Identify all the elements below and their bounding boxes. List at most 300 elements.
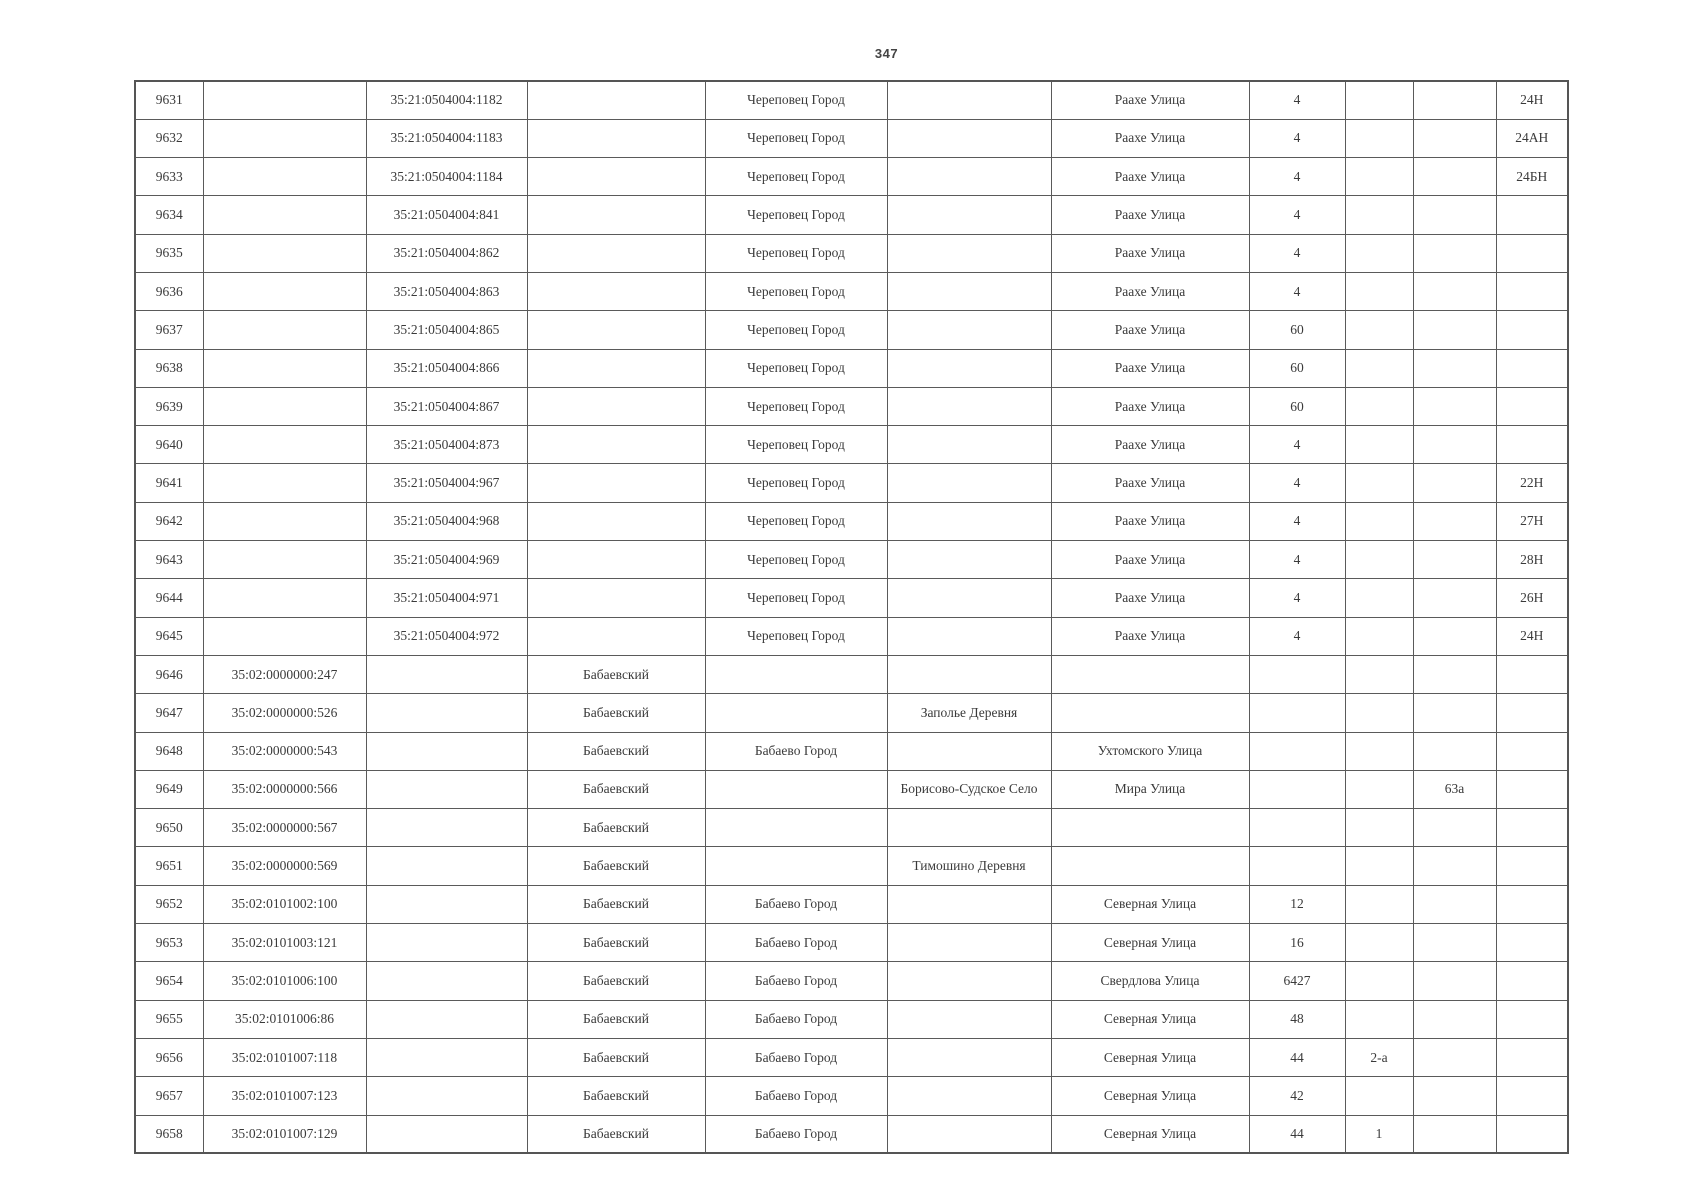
cadastral-number-cell: 35:02:0101006:86 (203, 1000, 366, 1038)
cadastral-number-cell (203, 541, 366, 579)
table-row (135, 502, 1568, 540)
building-cell (1413, 349, 1496, 387)
cadastral-number-cell (203, 426, 366, 464)
settlement-cell (887, 158, 1051, 196)
row-number-cell: 9640 (135, 426, 203, 464)
settlement-cell (887, 464, 1051, 502)
premises-cell: 26Н (1496, 579, 1568, 617)
block-cell (1345, 924, 1413, 962)
table-row (135, 234, 1568, 272)
premises-cell (1496, 349, 1568, 387)
settlement-cell (887, 387, 1051, 425)
street-cell (1051, 694, 1249, 732)
cadastral-number-cell (366, 1077, 527, 1115)
block-cell (1345, 655, 1413, 693)
house-cell: 60 (1249, 349, 1345, 387)
settlement-cell (887, 502, 1051, 540)
block-cell (1345, 502, 1413, 540)
table-row (135, 1077, 1568, 1115)
cadastral-number-cell (203, 617, 366, 655)
block-cell: 2-а (1345, 1038, 1413, 1076)
district-cell (527, 196, 705, 234)
premises-cell (1496, 196, 1568, 234)
district-cell: Бабаевский (527, 1077, 705, 1115)
city-cell (705, 847, 887, 885)
premises-cell (1496, 311, 1568, 349)
settlement-cell (887, 119, 1051, 157)
house-cell: 16 (1249, 924, 1345, 962)
building-cell (1413, 655, 1496, 693)
settlement-cell: Борисово-Судское Село (887, 770, 1051, 808)
premises-cell (1496, 655, 1568, 693)
premises-cell (1496, 426, 1568, 464)
district-cell: Бабаевский (527, 1038, 705, 1076)
building-cell (1413, 426, 1496, 464)
city-cell: Череповец Город (705, 234, 887, 272)
row-number-cell: 9634 (135, 196, 203, 234)
district-cell (527, 502, 705, 540)
house-cell: 4 (1249, 579, 1345, 617)
settlement-cell (887, 962, 1051, 1000)
city-cell: Череповец Город (705, 387, 887, 425)
cadastral-number-cell: 35:21:0504004:863 (366, 272, 527, 310)
house-cell: 6427 (1249, 962, 1345, 1000)
district-cell (527, 81, 705, 119)
settlement-cell: Заполье Деревня (887, 694, 1051, 732)
house-cell (1249, 732, 1345, 770)
building-cell (1413, 311, 1496, 349)
building-cell (1413, 809, 1496, 847)
street-cell: Раахе Улица (1051, 311, 1249, 349)
block-cell (1345, 426, 1413, 464)
house-cell (1249, 694, 1345, 732)
district-cell: Бабаевский (527, 1115, 705, 1153)
district-cell: Бабаевский (527, 924, 705, 962)
city-cell: Бабаево Город (705, 1038, 887, 1076)
cadastral-number-cell: 35:21:0504004:865 (366, 311, 527, 349)
row-number-cell: 9641 (135, 464, 203, 502)
cadastral-number-cell: 35:02:0101007:118 (203, 1038, 366, 1076)
house-cell: 4 (1249, 464, 1345, 502)
premises-cell: 24АН (1496, 119, 1568, 157)
house-cell: 44 (1249, 1115, 1345, 1153)
street-cell: Северная Улица (1051, 1077, 1249, 1115)
cadastral-number-cell (366, 924, 527, 962)
cadastral-number-cell (203, 234, 366, 272)
row-number-cell: 9637 (135, 311, 203, 349)
city-cell: Череповец Город (705, 119, 887, 157)
city-cell: Череповец Город (705, 311, 887, 349)
row-number-cell: 9647 (135, 694, 203, 732)
cadastral-number-cell (366, 809, 527, 847)
block-cell (1345, 1000, 1413, 1038)
city-cell: Бабаево Город (705, 732, 887, 770)
block-cell (1345, 387, 1413, 425)
block-cell (1345, 809, 1413, 847)
settlement-cell (887, 426, 1051, 464)
house-cell: 4 (1249, 119, 1345, 157)
district-cell: Бабаевский (527, 655, 705, 693)
district-cell (527, 158, 705, 196)
building-cell (1413, 502, 1496, 540)
cadastral-number-cell: 35:02:0101007:123 (203, 1077, 366, 1115)
city-cell: Череповец Город (705, 502, 887, 540)
street-cell: Раахе Улица (1051, 464, 1249, 502)
house-cell: 4 (1249, 541, 1345, 579)
cadastral-number-cell (203, 579, 366, 617)
row-number-cell: 9648 (135, 732, 203, 770)
house-cell (1249, 770, 1345, 808)
premises-cell (1496, 885, 1568, 923)
cadastral-number-cell (203, 119, 366, 157)
block-cell (1345, 311, 1413, 349)
cadastral-number-cell: 35:21:0504004:841 (366, 196, 527, 234)
block-cell: 1 (1345, 1115, 1413, 1153)
premises-cell (1496, 847, 1568, 885)
block-cell (1345, 541, 1413, 579)
cadastral-number-cell: 35:21:0504004:1182 (366, 81, 527, 119)
city-cell: Череповец Город (705, 272, 887, 310)
building-cell (1413, 885, 1496, 923)
district-cell: Бабаевский (527, 809, 705, 847)
street-cell: Раахе Улица (1051, 196, 1249, 234)
settlement-cell (887, 1077, 1051, 1115)
street-cell: Раахе Улица (1051, 617, 1249, 655)
premises-cell: 22Н (1496, 464, 1568, 502)
district-cell: Бабаевский (527, 694, 705, 732)
city-cell: Череповец Город (705, 349, 887, 387)
row-number-cell: 9643 (135, 541, 203, 579)
cadastral-number-cell (366, 1115, 527, 1153)
settlement-cell (887, 617, 1051, 655)
cadastral-number-cell (203, 158, 366, 196)
city-cell: Бабаево Город (705, 924, 887, 962)
row-number-cell: 9651 (135, 847, 203, 885)
cadastral-number-cell (203, 502, 366, 540)
row-number-cell: 9636 (135, 272, 203, 310)
house-cell (1249, 809, 1345, 847)
row-number-cell: 9633 (135, 158, 203, 196)
settlement-cell (887, 81, 1051, 119)
table-row (135, 885, 1568, 923)
table-row (135, 924, 1568, 962)
settlement-cell (887, 541, 1051, 579)
city-cell: Бабаево Город (705, 1000, 887, 1038)
street-cell: Северная Улица (1051, 885, 1249, 923)
table-row (135, 732, 1568, 770)
row-number-cell: 9644 (135, 579, 203, 617)
cadastral-number-cell: 35:02:0000000:526 (203, 694, 366, 732)
cadastral-number-cell (203, 464, 366, 502)
cadastral-number-cell: 35:02:0101006:100 (203, 962, 366, 1000)
district-cell: Бабаевский (527, 1000, 705, 1038)
premises-cell (1496, 1077, 1568, 1115)
district-cell (527, 234, 705, 272)
city-cell: Бабаево Город (705, 1077, 887, 1115)
table-row (135, 464, 1568, 502)
city-cell: Череповец Город (705, 158, 887, 196)
cadastral-number-cell (366, 885, 527, 923)
cadastral-number-cell: 35:21:0504004:1183 (366, 119, 527, 157)
street-cell: Раахе Улица (1051, 349, 1249, 387)
row-number-cell: 9631 (135, 81, 203, 119)
building-cell (1413, 1115, 1496, 1153)
building-cell (1413, 579, 1496, 617)
table-row (135, 158, 1568, 196)
street-cell: Раахе Улица (1051, 387, 1249, 425)
house-cell: 4 (1249, 617, 1345, 655)
row-number-cell: 9650 (135, 809, 203, 847)
building-cell (1413, 387, 1496, 425)
row-number-cell: 9639 (135, 387, 203, 425)
premises-cell (1496, 770, 1568, 808)
block-cell (1345, 464, 1413, 502)
cadastral-number-cell: 35:02:0000000:567 (203, 809, 366, 847)
city-cell: Череповец Город (705, 196, 887, 234)
street-cell: Раахе Улица (1051, 119, 1249, 157)
building-cell (1413, 1000, 1496, 1038)
district-cell: Бабаевский (527, 847, 705, 885)
cadastral-number-cell: 35:21:0504004:873 (366, 426, 527, 464)
settlement-cell: Тимошино Деревня (887, 847, 1051, 885)
premises-cell (1496, 809, 1568, 847)
house-cell: 4 (1249, 426, 1345, 464)
cadastral-number-cell: 35:21:0504004:967 (366, 464, 527, 502)
row-number-cell: 9656 (135, 1038, 203, 1076)
city-cell (705, 770, 887, 808)
row-number-cell: 9642 (135, 502, 203, 540)
settlement-cell (887, 272, 1051, 310)
house-cell: 12 (1249, 885, 1345, 923)
cadastral-number-cell (366, 770, 527, 808)
table-row (135, 962, 1568, 1000)
cadastral-number-cell: 35:02:0000000:247 (203, 655, 366, 693)
table-row (135, 655, 1568, 693)
building-cell (1413, 464, 1496, 502)
table-row (135, 119, 1568, 157)
block-cell (1345, 349, 1413, 387)
house-cell: 60 (1249, 387, 1345, 425)
house-cell: 4 (1249, 272, 1345, 310)
row-number-cell: 9645 (135, 617, 203, 655)
city-cell: Череповец Город (705, 579, 887, 617)
cadastral-number-cell (203, 81, 366, 119)
building-cell (1413, 1077, 1496, 1115)
block-cell (1345, 770, 1413, 808)
cadastral-number-cell: 35:02:0000000:543 (203, 732, 366, 770)
block-cell (1345, 885, 1413, 923)
table-row (135, 579, 1568, 617)
cadastral-number-cell: 35:21:0504004:972 (366, 617, 527, 655)
building-cell: 63а (1413, 770, 1496, 808)
premises-cell: 24БН (1496, 158, 1568, 196)
cadastral-number-cell: 35:21:0504004:971 (366, 579, 527, 617)
cadastral-number-cell: 35:21:0504004:1184 (366, 158, 527, 196)
premises-cell (1496, 732, 1568, 770)
premises-cell: 27Н (1496, 502, 1568, 540)
house-cell: 4 (1249, 502, 1345, 540)
district-cell (527, 272, 705, 310)
district-cell (527, 541, 705, 579)
block-cell (1345, 196, 1413, 234)
building-cell (1413, 847, 1496, 885)
premises-cell (1496, 962, 1568, 1000)
cadastral-number-cell (203, 387, 366, 425)
premises-cell (1496, 694, 1568, 732)
table-row (135, 196, 1568, 234)
cadastral-number-cell: 35:02:0101007:129 (203, 1115, 366, 1153)
row-number-cell: 9652 (135, 885, 203, 923)
cadastral-number-cell: 35:21:0504004:862 (366, 234, 527, 272)
table-row (135, 694, 1568, 732)
building-cell (1413, 196, 1496, 234)
cadastral-number-cell: 35:21:0504004:866 (366, 349, 527, 387)
block-cell (1345, 617, 1413, 655)
city-cell: Череповец Город (705, 464, 887, 502)
table-row (135, 1000, 1568, 1038)
premises-cell (1496, 272, 1568, 310)
settlement-cell (887, 809, 1051, 847)
premises-cell: 24Н (1496, 81, 1568, 119)
district-cell (527, 464, 705, 502)
block-cell (1345, 694, 1413, 732)
street-cell: Раахе Улица (1051, 272, 1249, 310)
settlement-cell (887, 655, 1051, 693)
settlement-cell (887, 885, 1051, 923)
row-number-cell: 9654 (135, 962, 203, 1000)
house-cell: 4 (1249, 196, 1345, 234)
settlement-cell (887, 349, 1051, 387)
street-cell: Раахе Улица (1051, 541, 1249, 579)
cadastral-number-cell (203, 311, 366, 349)
row-number-cell: 9632 (135, 119, 203, 157)
settlement-cell (887, 579, 1051, 617)
building-cell (1413, 119, 1496, 157)
city-cell (705, 655, 887, 693)
street-cell (1051, 655, 1249, 693)
district-cell (527, 311, 705, 349)
city-cell: Бабаево Город (705, 962, 887, 1000)
table-row (135, 426, 1568, 464)
settlement-cell (887, 234, 1051, 272)
cadastral-number-cell (203, 196, 366, 234)
building-cell (1413, 234, 1496, 272)
street-cell: Свердлова Улица (1051, 962, 1249, 1000)
cadastral-number-cell (366, 694, 527, 732)
building-cell (1413, 81, 1496, 119)
row-number-cell: 9649 (135, 770, 203, 808)
district-cell (527, 426, 705, 464)
street-cell: Северная Улица (1051, 1038, 1249, 1076)
street-cell: Ухтомского Улица (1051, 732, 1249, 770)
premises-cell (1496, 1038, 1568, 1076)
table-row (135, 809, 1568, 847)
block-cell (1345, 1077, 1413, 1115)
table-row (135, 770, 1568, 808)
building-cell (1413, 541, 1496, 579)
premises-cell (1496, 387, 1568, 425)
house-cell (1249, 655, 1345, 693)
street-cell: Северная Улица (1051, 924, 1249, 962)
cadastral-number-cell: 35:21:0504004:968 (366, 502, 527, 540)
row-number-cell: 9638 (135, 349, 203, 387)
district-cell (527, 617, 705, 655)
block-cell (1345, 847, 1413, 885)
block-cell (1345, 272, 1413, 310)
district-cell (527, 579, 705, 617)
house-cell: 4 (1249, 81, 1345, 119)
table-row (135, 541, 1568, 579)
street-cell: Северная Улица (1051, 1000, 1249, 1038)
district-cell: Бабаевский (527, 962, 705, 1000)
cadastral-number-cell: 35:02:0000000:569 (203, 847, 366, 885)
row-number-cell: 9635 (135, 234, 203, 272)
row-number-cell: 9657 (135, 1077, 203, 1115)
block-cell (1345, 119, 1413, 157)
table-row (135, 272, 1568, 310)
street-cell: Раахе Улица (1051, 234, 1249, 272)
settlement-cell (887, 1000, 1051, 1038)
building-cell (1413, 158, 1496, 196)
settlement-cell (887, 311, 1051, 349)
city-cell (705, 809, 887, 847)
block-cell (1345, 732, 1413, 770)
district-cell: Бабаевский (527, 770, 705, 808)
district-cell: Бабаевский (527, 885, 705, 923)
street-cell (1051, 809, 1249, 847)
cadastral-number-cell (366, 1000, 527, 1038)
settlement-cell (887, 196, 1051, 234)
district-cell (527, 349, 705, 387)
premises-cell (1496, 1115, 1568, 1153)
table-row (135, 81, 1568, 119)
table-row (135, 847, 1568, 885)
block-cell (1345, 579, 1413, 617)
building-cell (1413, 1038, 1496, 1076)
cadastral-number-cell: 35:02:0101003:121 (203, 924, 366, 962)
street-cell: Северная Улица (1051, 1115, 1249, 1153)
house-cell: 42 (1249, 1077, 1345, 1115)
city-cell: Череповец Город (705, 426, 887, 464)
building-cell (1413, 272, 1496, 310)
settlement-cell (887, 924, 1051, 962)
block-cell (1345, 234, 1413, 272)
house-cell: 4 (1249, 234, 1345, 272)
block-cell (1345, 81, 1413, 119)
cadastral-number-cell (366, 847, 527, 885)
premises-cell (1496, 1000, 1568, 1038)
table-row (135, 1115, 1568, 1153)
table-row (135, 349, 1568, 387)
row-number-cell: 9658 (135, 1115, 203, 1153)
city-cell (705, 694, 887, 732)
city-cell: Бабаево Город (705, 885, 887, 923)
street-cell: Раахе Улица (1051, 158, 1249, 196)
district-cell (527, 119, 705, 157)
settlement-cell (887, 1038, 1051, 1076)
cadastral-number-cell: 35:21:0504004:867 (366, 387, 527, 425)
register-body (135, 81, 1568, 1153)
row-number-cell: 9653 (135, 924, 203, 962)
building-cell (1413, 962, 1496, 1000)
table-row (135, 617, 1568, 655)
register-table (134, 80, 1569, 1154)
cadastral-number-cell: 35:02:0101002:100 (203, 885, 366, 923)
district-cell: Бабаевский (527, 732, 705, 770)
premises-cell (1496, 234, 1568, 272)
house-cell: 44 (1249, 1038, 1345, 1076)
cadastral-number-cell (203, 272, 366, 310)
